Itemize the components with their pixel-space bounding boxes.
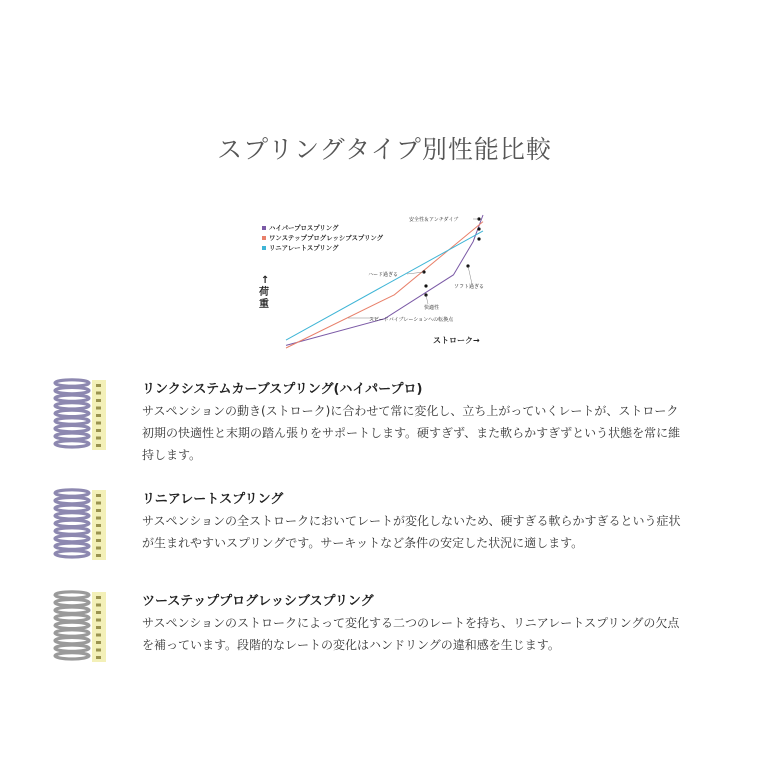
- spring-label-mark: [96, 604, 101, 607]
- spring-label-mark: [96, 524, 101, 527]
- spring-label-mark: [96, 384, 101, 387]
- spring-label-mark: [96, 444, 101, 447]
- spring-label-mark: [96, 414, 101, 417]
- spring-label-mark: [96, 634, 101, 637]
- spring-coil-turn: [55, 653, 89, 659]
- spring-coil-turn: [55, 520, 89, 526]
- spring-label-mark: [96, 437, 101, 440]
- spring-label-mark: [96, 656, 101, 659]
- page-title: スプリングタイプ別性能比較: [217, 135, 552, 164]
- spring-label-mark: [96, 392, 101, 395]
- spring-coil-turn: [55, 599, 89, 605]
- spring-label-mark: [96, 641, 101, 644]
- section-title: リニアレートスプリング: [142, 492, 284, 507]
- spring-coil-turn: [55, 543, 89, 549]
- spring-label-mark: [96, 509, 101, 512]
- annotation-comfort: 快適性: [424, 305, 440, 311]
- annotation-soft: ソフト過ぎる: [454, 284, 485, 290]
- point-top-2: [477, 227, 480, 230]
- spring-coil-turn: [55, 615, 89, 621]
- spring-label-mark: [96, 626, 101, 629]
- section-description: サスペンションの動き(ストローク)に合わせて常に変化し、立ち上がっていくレートが、ストローク初期の快適性と末期の踏ん張りをサポートします。硬すぎず、また軟らかすぎずという状態を常に維持します。: [142, 404, 681, 462]
- spring-coil-turn: [55, 630, 89, 636]
- legend-swatch-linear: [262, 246, 266, 250]
- section-title: ツーステッププログレッシブスプリング: [142, 594, 374, 609]
- spring-coil-turn: [55, 387, 89, 393]
- spring-coil-turn: [55, 425, 89, 431]
- spring-label-mark: [96, 547, 101, 550]
- annotation-turn: スピードバイブレーションへの転換点: [369, 317, 454, 323]
- spring-coil-turn: [55, 513, 89, 519]
- spring-label-mark: [96, 422, 101, 425]
- legend: [262, 223, 384, 252]
- spring-coil-turn: [55, 505, 89, 511]
- y-axis-arrow: ↑: [261, 275, 270, 286]
- spring-coil-turn: [55, 490, 89, 496]
- x-axis-label: ストローク→: [433, 336, 480, 345]
- performance-chart: [258, 210, 498, 355]
- spring-coil-turn: [55, 645, 89, 651]
- spring-coil-linear-icon: [52, 488, 108, 564]
- spring-coil-turn: [55, 592, 89, 598]
- annotation-points: [348, 217, 481, 318]
- legend-label-onestep: ワンステッププログレッシブスプリング: [269, 234, 384, 242]
- spring-label-mark: [96, 517, 101, 520]
- spring-coil-turn: [55, 441, 89, 447]
- spring-label-mark: [96, 611, 101, 614]
- spring-coil-twostep-icon: [52, 590, 108, 666]
- spring-coil-turn: [55, 528, 89, 534]
- spring-coil-turn: [55, 433, 89, 439]
- spring-label-mark: [96, 532, 101, 535]
- spring-coil-turn: [55, 380, 89, 386]
- spring-coil-turn: [55, 395, 89, 401]
- spring-label-mark: [96, 619, 101, 622]
- spring-label-mark: [96, 649, 101, 652]
- spring-label-mark: [96, 539, 101, 542]
- spring-label-mark: [96, 407, 101, 410]
- spring-coil-hyperpro-icon: [52, 378, 108, 454]
- legend-swatch-onestep: [262, 236, 266, 240]
- section-description: サスペンションのストロークによって変化する二つのレートを持ち、リニアレートスプリングの欠点を補っています。段階的なレートの変化はハンドリングの違和感を生じます。: [142, 616, 680, 652]
- spring-label-mark: [96, 502, 101, 505]
- section-title: リンクシステムカーブスプリング(ハイパープロ): [142, 382, 423, 397]
- section-description: サスペンションの全ストロークにおいてレートが変化しないため、硬すぎる軟らかすぎるという症状が生まれやすいスプリングです。サーキットなど条件の安定した状況に適します。: [142, 514, 681, 550]
- spring-coil-turn: [55, 410, 89, 416]
- y-axis-label-2: 重: [259, 299, 269, 310]
- point-top-3: [477, 237, 480, 240]
- legend-label-linear: リニアレートスプリング: [269, 244, 339, 252]
- spring-label-mark: [96, 494, 101, 497]
- spring-label-mark: [96, 554, 101, 557]
- spring-coil-turn: [55, 535, 89, 541]
- spring-coil-turn: [55, 551, 89, 557]
- spring-coil-turn: [55, 497, 89, 503]
- point-comfort: [424, 284, 427, 287]
- legend-swatch-hyperpro: [262, 226, 266, 230]
- spring-label-mark: [96, 596, 101, 599]
- legend-label-hyperpro: ハイパープロスプリング: [269, 224, 339, 232]
- spring-label-mark: [96, 429, 101, 432]
- spring-coil-turn: [55, 622, 89, 628]
- spring-coil-turn: [55, 637, 89, 643]
- annotation-top: 安全性＆アンチダイブ: [409, 217, 459, 223]
- spring-coil-turn: [55, 418, 89, 424]
- y-axis-label-1: 荷: [259, 287, 269, 298]
- annotation-hard: ハード過ぎる: [368, 272, 399, 278]
- spring-coil-turn: [55, 403, 89, 409]
- spring-coil-turn: [55, 607, 89, 613]
- spring-label-mark: [96, 399, 101, 402]
